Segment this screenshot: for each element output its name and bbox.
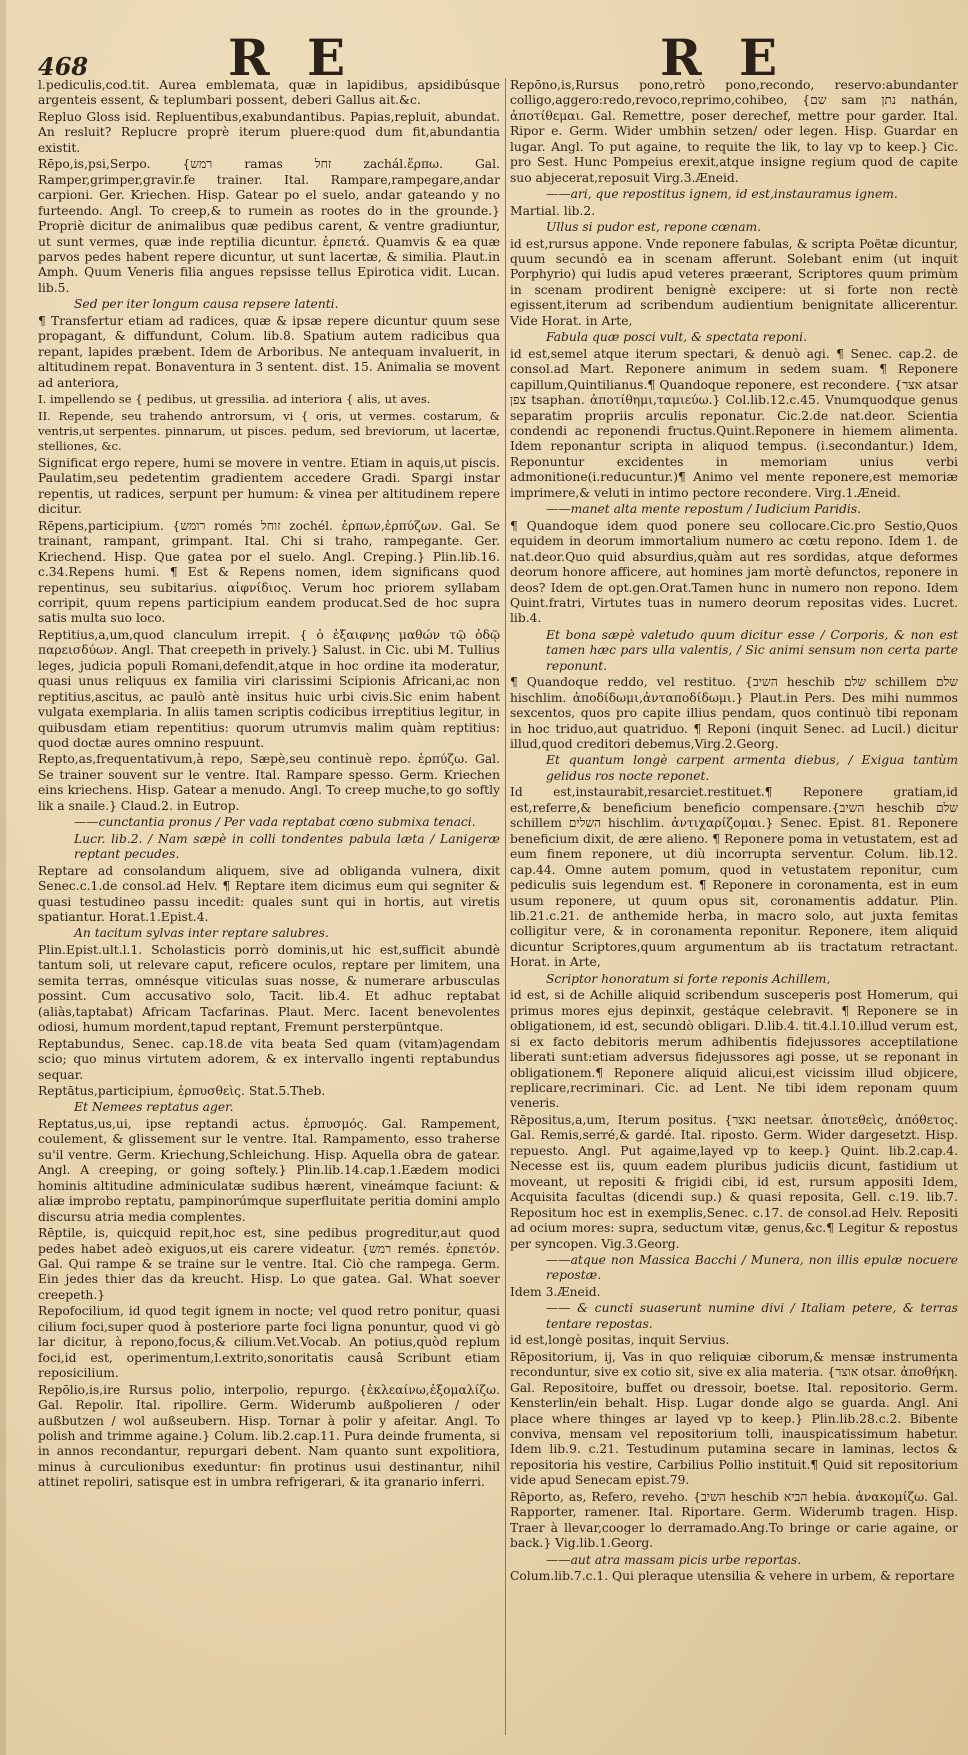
- entry-reptatus: Reptatus,us,ui, ipse reptandi actus. ἑρπυσμός. Gal. Rampement, coulement, & glissement sur le ventre. Ital. Rampamento, esso traherse su'il ventre. Germ. Kriechung,Schleichung. Hisp. Aquella obra de gatear. Angl. A creeping, or going softely.} Plin.lib.14.cap.1.Eædem modici hominis altitudine adminiculatæ sudibus hærent, vineámque faciunt: & aliæ improbo reptatu, pampinorúmque superfluitate peritia domini amplo discursu atria media complentes.: [38, 1116, 500, 1224]
- entry-text: Significat ergo repere, humi se movere in ventre. Etiam in aquis,ut piscis. Paulatim,seu pedetentim gradientem accedere Gradi. Spargi instar repentis, ut radices, serpunt per humum: & vinea per altitudinem repere dicitur.: [38, 455, 500, 517]
- verse-quote: Sed per iter longum causa repsere latenti.: [74, 297, 339, 312]
- entry-text: Colum.lib.7.c.1. Qui pleraque utensilia & vehere in urbem, & reportare: [510, 1569, 955, 1584]
- verse-quote: —— & cuncti suaserunt numine divi / Italiam petere, & terras tentare repostas.: [546, 1301, 958, 1331]
- entry-text: id est, si de Achille aliquid scribendum susceperis post Homerum, qui primus mores ejus depinxit, gestáque celebravit. ¶ Reponere se in obligationem, id est, secundò obligari. D.lib.4. tit.4.l.10.illud verum est, si ex facto debitoris merum adhibentis fidejussores acceptilatione liberati sunt:etiam adversus fidejussores agi posse, ut se reponant in obligationem.¶ Reponere aliquid alicui,est vicissim illud objicere, replicare,recriminari. Cic. ad Lent. Ne tibi idem reponam quum veneris.: [510, 988, 958, 1111]
- page-number: 468: [38, 52, 89, 81]
- entry-repolio: Repōlio,is,ire Rursus polio, interpolio, repurgo. {ἐκλεαίνω,ἐξομαλίζω. Gal. Repolir. Ital. ripollire. Germ. Widerumb außpolieren / oder außbutzen / wol außseubern. Hisp. Tornar à polir y afeitar. Angl. To polish and trimme againe.} Colum. lib.2.cap.11. Pura deinde frumenta, si in annos recondantur, repurgari debent. Nam quanto sunt expolitiora, minus à curculionibus exeduntur: fin protinus usui destinantur, nihil attinet repoliri, satisque est in umbra refrigerari, & ita granario inferri.: [38, 1382, 500, 1490]
- verse-quote: Scriptor honoratum si forte reponis Achillem,: [546, 971, 831, 986]
- entry-text: ¶ Quandoque idem quod ponere seu collocare.Cic.pro Sestio,Quos equidem in deorum immortalium numero ac cœtu repono. Idem 1. de nat.deor.Quo quid absurdius,quàm aut res sordidas, atque deformes deorum honore afficere, aut homines jam mortè defunctos, reponere in deos? Idem de opt.gen.Orat.Tamen hunc in numero non repono. Idem Quint.fratri, Virtutes tuas in numero deorum repositas vides. Lucret. lib.4.: [510, 518, 958, 626]
- verse-quote: ——aut atra massam picis urbe reportas.: [546, 1552, 802, 1567]
- page-edge-shadow: [0, 0, 6, 1755]
- entry-text: id est,rursus appone. Vnde reponere fabulas, & scripta Poëtæ dicuntur, quum secundò ea in scenam afferunt. Solebant enim (ut inquit Porphyrio) qui ludis apud veteres præerant, Scriptores quum primùm in scenam prodirent benignè excipere: ut si forte non rectè egissent,iterum ad scribendum audientium benignitate allicerentur. Vide Horat. in Arte,: [510, 236, 958, 328]
- entry-text: ¶ Transfertur etiam ad radices, quæ & ipsæ repere dicuntur quum sese propagant, & diffundunt, Colum. lib.8. Spatium autem radicibus qua repant, lapides præbent. Idem de Arboribus. Ne antequam invaluerit, in altitudinem repat. Bonaventura in 3 sentent. dist. 15. Animalia se movent ad anteriora,: [38, 313, 500, 390]
- entry-repluo: Repluo Gloss isid. Repluentibus,exabundantibus. Papias,repluit, abundat. An resluit? Replucre proprè iterum pluere:quod dum fit,abundantia existit.: [38, 109, 500, 155]
- left-column: [38, 78, 500, 1737]
- column-divider: [505, 78, 506, 1735]
- verse-quote: Ullus si pudor est, repone cœnam.: [546, 220, 762, 235]
- running-head-right: R E: [660, 28, 788, 87]
- verse-quote: ——cunctantia pronus / Per vada reptabat cœno submixa tenaci.: [74, 815, 476, 830]
- entry-reptabundus: Reptabundus, Senec. cap.18.de vita beata Sed quam (vitam)agendam scio; quo minus virtutem adorem, & ex intervallo ingenti reptabundus sequar.: [38, 1036, 500, 1082]
- right-column: [510, 78, 958, 1737]
- entry-text: l.pediculis,cod.tit. Aurea emblemata, quæ in lapidibus, apsidibúsque argenteis essent, & teplumbari possent, deberi Gallus ait.&c.: [38, 78, 500, 108]
- classification-bracket: II. Repende, seu trahendo antrorsum, vi { oris, ut vermes. costarum, & ventris,ut serpentes. pinnarum, ut pisces. pedum, sed breviorum, ut lacertæ, stelliones, &c.: [38, 408, 500, 454]
- entry-reptile: Rēptile, is, quicquid repit,hoc est, sine pedibus progreditur,aut quod pedes habet adeò exiguos,ut eis carere videatur. {רמש remés. ἑρπετόν. Gal. Qui rampe & se traine sur le ventre. Ital. Ciò che rampega. Germ. Ein jedes thier das da kreucht. Hisp. Lo que gatea. Gal. What soever creepeth.}: [38, 1226, 500, 1302]
- classification-bracket: I. impellendo se { pedibus, ut gressilia. ad interiora { alis, ut aves.: [38, 392, 431, 407]
- verse-quote: Et quantum longè carpent armenta diebus, / Exigua tantùm gelidus ros nocte reponet.: [546, 753, 958, 783]
- verse-quote: An tacitum sylvas inter reptare salubres.: [74, 926, 329, 941]
- entry-reptatus-participle: Reptātus,participium, ἑρπυσθεὶς. Stat.5.Theb.: [38, 1084, 326, 1098]
- entry-repofocilium: Repofocilium, id quod tegit ignem in nocte; vel quod retro ponitur, quasi cilium foci,super quod à posteriore parte foci ligna ponuntur, quod vi gò lar dicitur, à repono,focus,& cilium.Vet.Vocab. An potius,quòd replum foci,id est, operimentum,l.extrito,sonoritatis causâ Scribunt etiam reposicilium.: [38, 1304, 500, 1381]
- entry-repono: Repōno,is,Rursus pono,retrò pono,recondo, reservo:abundanter colligo,aggero:redo,revoco,reprimo,cohibeo, {שם sam נתן nathán, ἀποτίθεμαι. Gal. Remettre, poser derechef, mettre pour garder. Ital. Ripor e. Germ. Wider umbhin setzen/ oder legen. Hisp. Guardar en lugar. Angl. To put againe, to requite the lik, to lay vp to keep.} Cic. pro Sest. Hunc Pompeius erexit,atque insigne regium quod de capite suo abjecerat,reposuit Virg.3.Æneid.: [510, 78, 958, 185]
- entry-text: Reptare ad consolandum aliquem, sive ad obliganda vulnera, dixit Senec.c.1.de consol.ad Helv. ¶ Reptare item dicimus eum qui segniter & quasi testudineo passu incedit: quales sunt qui in hortis, aut viretis spatiantur. Horat.1.Epist.4.: [38, 863, 500, 925]
- verse-quote: Et Nemees reptatus ager.: [74, 1100, 234, 1115]
- verse-quote: ——manet alta mente repostum / Iudicium Paridis.: [546, 502, 862, 517]
- verse-quote: Et bona sæpè valetudo quum dicitur esse / Corporis, & non est tamen hæc pars ulla valentis, / Sic animi sensum non certa parte reponunt.: [546, 627, 958, 673]
- entry-repto: Repto,as,frequentativum,à repo, Sæpè,seu continuè repo. ἑρπύζω. Gal. Se trainer souvent sur le ventre. Ital. Rampare spesso. Germ. Kriechen eins kriechens. Hisp. Gatear a menudo. Angl. To creep muche,to go softly lik a snaile.} Claud.2. in Eutrop.: [38, 752, 500, 813]
- entry-repens: Rēpens,participium. {רומש romés זוחל zochél. ἑρπων,ἑρπύζων. Gal. Se trainant, rampant, grimpant. Ital. Chi si traho, rampegante. Ger. Kriechend. Hisp. Que gatea por el suelo. Angl. Creping.} Plin.lib.16. c.34.Repens humi. ¶ Est & Repens nomen, idem significans quod repentinus, seu subitarius. αἰφνίδιος. Verum hoc priorem syllabam corripit, quum repens participium eandem producat.Sed de hoc supra satis multa suo loco.: [38, 518, 500, 626]
- entry-text: ¶ Quandoque reddo, vel restituo. {השיב heschib שלם schillem שלם hischlim. ἀποδίδωμι,ἀνταποδίδωμι.} Plaut.in Pers. Des mihi nummos sexcentos, quos pro capite illius pendam, quos continuò tibi reponam in hoc triduo,aut quatriduo. ¶ Reponi (inquit Senec. ad Lucil.) dicitur illud,quod creditori debemus,Virg.2.Georg.: [510, 675, 958, 752]
- citation: Idem 3.Æneid.: [510, 1284, 601, 1299]
- entry-repositorium: Rēpositorium, ij, Vas in quo reliquiæ ciborum,& mensæ instrumenta reconduntur, sive ex cotio sit, sive ex alia materia. {אוצר otsar. ἀποθήκη. Gal. Repositoire, buffet ou dressoir, boetse. Ital. repositorio. Germ. Kensterlin/ein behalt. Hisp. Lugar donde algo se guarda. Angl. Ani place where thinges ar layed vp to keep.} Plin.lib.28.c.2. Bibente conviva, mensam vel repositorium tolli, inauspicatissimum habetur. Idem lib.9. c.21. Testudinum putamina secare in laminas, lectos & repositoria his vestire, Carbilius Pollio instituit.¶ Quid sit repositorium vide apud Senecam epist.79.: [510, 1349, 958, 1488]
- entry-text: id est,semel atque iterum spectari, & denuò agi. ¶ Senec. cap.2. de consol.ad Mart. Reponere animum in sedem suam. ¶ Reponere capillum,Quintilianus.¶ Quandoque reponere, est recondere. {אצר atsar צפן tsaphan. ἀποτίθημι,ταμιεύω.} Col.lib.12.c.45. Vnumquodque genus separatim propriis arculis reponatur. Cic.2.de nat.deor. Scientia condendi ac reponendi fructus.Quint.Reponere in hiemem alimenta. Idem reponantur scripta in aliquod tempus. (i.secondantur.) Idem, Reponuntur excidentes in memoriam unius verbi admonitione(i.reducuntur.)¶ Animo vel mente reponere,est memoriæ imprimere,& veluti in intimo pectore recondere. Virg.1.Æneid.: [510, 346, 958, 500]
- entry-repositus: Rēpositus,a,um, Iterum positus. {נאצר neetsar. ἀποτεθεὶς, ἀπόθετος. Gal. Remis,serré,& gardé. Ital. riposto. Germ. Wider dargesetzt. Hisp. repuesto. Angl. Put agaime,layed vp to keep.} Quint. lib.2.cap.4. Necesse est iis, quum eadem pluribus judiciis dicunt, fastidium ut moveant, ut repositi & frigidi cibi, id est, rursum appositi Idem, Acquisita facultas (dicendi sup.) & quasi reposita, Gell. c.19. lib.7. Repositum hoc est in exemplis,Senec. c.17. de consol.ad Helv. Repositi ad ocium mores: supra, seductum vitæ, genus,&c.¶ Legitur & repostus per syncopen. Vig.3.Georg.: [510, 1112, 958, 1251]
- entry-text: Id est,instaurabit,resarciet.restituet.¶ Reponere gratiam,id est,referre,& beneficium beneficio compensare.{השיב heschib שלם schillem השלים hischlim. ἀντιχαρίζομαι.} Senec. Epist. 81. Reponere beneficium dixit, de ære alieno. ¶ Reponere poma in vetustatem, est ad eum finem reponere, ut diù incorrupta serventur. Colum. lib.12. cap.44. Omne autem pomum, quod in vetustatem reponitur, cum pediculis suis legendum est. ¶ Reponere in coronamenta, est in eum usum reponere, ut quum opus sit, coronamentis addatur. Plin. lib.21.c.21. de anthemide herba, in macro solo, aut juxta femitas colligitur vere, & in coronamenta reponitur. Reponere, item aliquid dicuntur Scriptores,quum argumentum ab iis tractatum retractant. Horat. in Arte,: [510, 785, 958, 970]
- page-header: [0, 22, 968, 87]
- verse-quote: ——atque non Massica Bacchi / Munera, non illis epulæ nocuere repostæ.: [546, 1252, 958, 1283]
- verse-quote: Lucr. lib.2. / Nam sæpè in colli tondentes pabula læta / Lanigeræ reptant pecudes.: [74, 831, 500, 862]
- running-head-left: R E: [228, 28, 356, 87]
- citation: Martial. lib.2.: [510, 203, 596, 218]
- entry-text: Plin.Epist.ult.l.1. Scholasticis porrò dominis,ut hic est,sufficit abundè tantum soli, ut relevare caput, reficere oculos, reptare per limitem, una semita terras, omnésque viticulas suas nosse, & numerare arbusculas possint. Cum accusativo solo, Tacit. lib.4. Et adhuc reptabat (aliàs,taptabat) Africam Tacfarinas. Plaut. Merc. Iacent benevolentes odiosi, humum mordent,tapud reptant, Fremunt persterpüntque.: [38, 942, 500, 1035]
- entry-reporto: Rēporto, as, Refero, reveho. {השיב heschib הביא hebia. ἀνακομίζω. Gal. Rapporter, ramener. Ital. Riportare. Germ. Widerumb tragen. Hisp. Traer à llevar,cooger lo derramado.Ang.To bringe or carie againe, or back.} Vig.lib.1.Georg.: [510, 1489, 958, 1551]
- entry-text: id est,longè positas, inquit Servius.: [510, 1333, 730, 1348]
- entry-reptitius: Reptitius,a,um,quod clanculum irrepit. { ὁ ἐξαιφνης μαθών τῷ ὁδῷ παρεισδύων. Angl. That creepeth in prively.} Salust. in Cic. ubi M. Tullius leges, judicia populi Romani,defendit,atque in hoc ordine ita moderatur, quasi unus reliquus ex familia viri clarissimi Scipionis Africani,ac non reptitius,ascitus, ac paulò antè insitus huic urbi civis.Sic enim habent vulgata exemplaria. In aliis tamen scriptis codicibus irreptitius legitur, in quibusdam etiam repentitius: quorum utrumvis malim quàm reptitius: quod doctæ aures omnino respuunt.: [38, 627, 500, 751]
- verse-quote: Fabula quæ posci vult, & spectata reponi.: [546, 330, 807, 345]
- verse-quote: ——ari, que repostitus ignem, id est,instauramus ignem.: [546, 187, 898, 202]
- entry-repo: Rēpo,is,psi,Serpo. {רמש ramas זחל zachál.ἕρπω. Gal. Ramper,grimper,gravir.fe trainer. Ital. Rampare,rampegare,andar carpioni. Ger. Kriechen. Hisp. Gatear po el suelo, andar gateando y no furteendo. Angl. To creep,& to rumein as rootes do in the grounde.} Propriè dicitur de animalibus quæ pedibus carent, & ventre gradiuntur, ut sunt vermes, quæ inde reptilia dicuntur. ἑρπετά. Quamvis & ea quæ parvos pedes habent repere dicuntur, ut sunt lacertæ, & similia. Plaut.in Amph. Quum Veneris filia angues repsisse tellus Epirotica vidit. Lucan. lib.5.: [38, 157, 500, 295]
